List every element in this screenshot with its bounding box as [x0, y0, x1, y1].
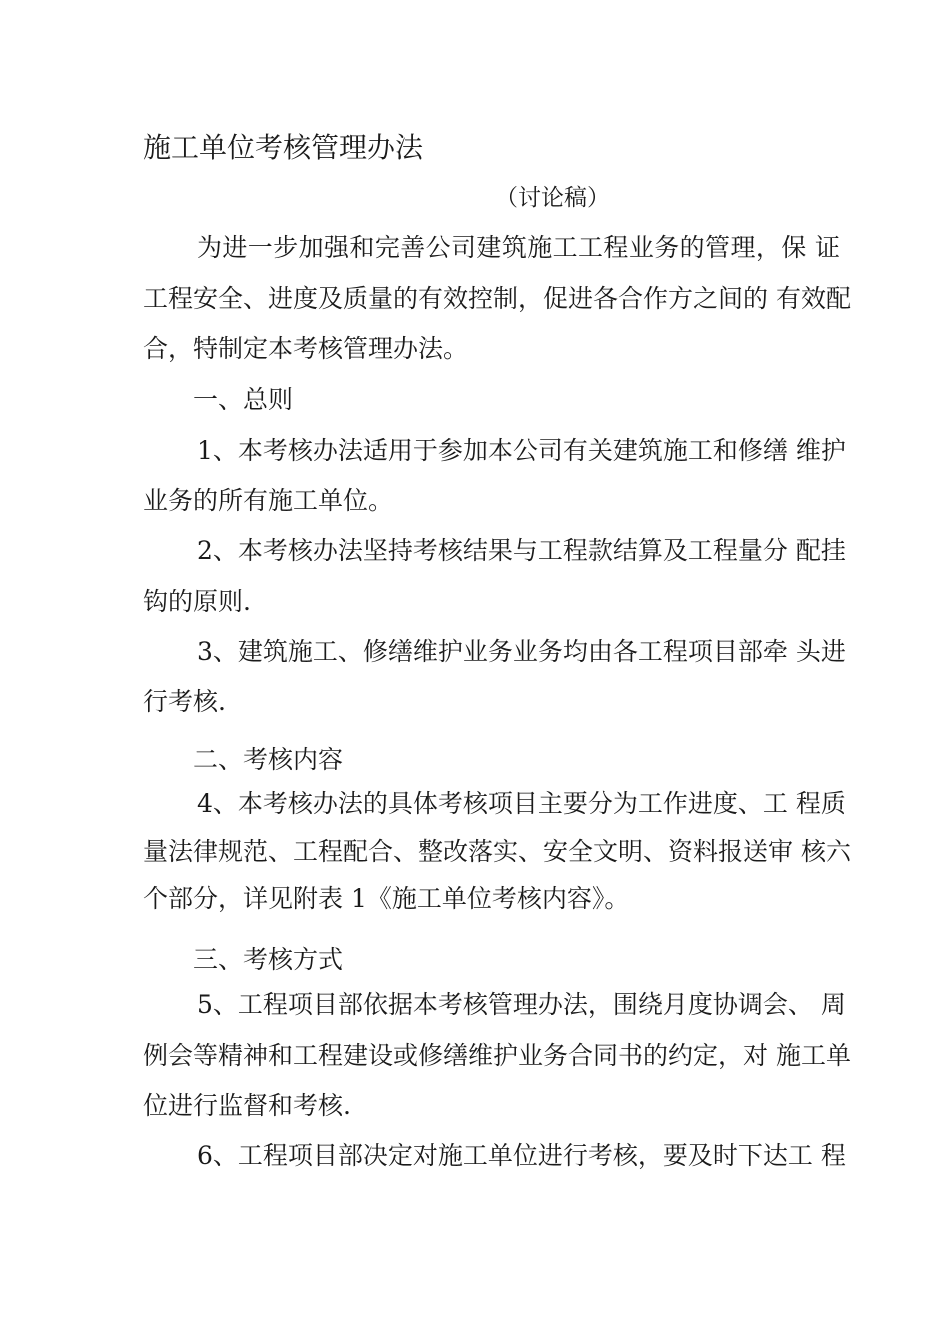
item-1-line-1: 1、本考核办法适用于参加本公司有关建筑施工和修缮 维护 — [197, 436, 846, 465]
item-2-line-1: 2、本考核办法坚持考核结果与工程款结算及工程量分 配挂 — [197, 536, 846, 565]
item-5-line-2: 例会等精神和工程建设或修缮维护业务合同书的约定，对 施工单 — [143, 1041, 851, 1070]
item-5-line-1: 5、工程项目部依据本考核管理办法，围绕月度协调会、 周 — [197, 990, 846, 1019]
item-2-line-2: 钩的原则. — [143, 587, 251, 616]
intro-line-3: 合，特制定本考核管理办法。 — [143, 334, 469, 363]
item-3-line-2: 行考核. — [143, 687, 226, 716]
intro-line-1: 为进一步加强和完善公司建筑施工工程业务的管理，保 证 — [197, 233, 840, 262]
item-3-line-1: 3、建筑施工、修缮维护业务业务均由各工程项目部牵 头进 — [197, 637, 846, 666]
item-4-line-1: 4、本考核办法的具体考核项目主要分为工作进度、工 程质 — [197, 789, 846, 818]
item-6-line-1: 6、工程项目部决定对施工单位进行考核，要及时下达工 程 — [197, 1141, 846, 1170]
section-heading-general: 一、总则 — [193, 385, 294, 414]
item-5-line-3: 位进行监督和考核. — [143, 1091, 351, 1120]
item-1-line-2: 业务的所有施工单位。 — [143, 486, 394, 515]
document-subtitle: （讨论稿） — [495, 185, 610, 211]
item-4-line-3: 个部分，详见附表 1《施工单位考核内容》。 — [143, 884, 630, 913]
document-title: 施工单位考核管理办法 — [143, 131, 424, 164]
intro-line-2: 工程安全、进度及质量的有效控制，促进各合作方之间的 有效配 — [143, 284, 851, 313]
section-heading-method: 三、考核方式 — [193, 945, 344, 974]
item-4-line-2: 量法律规范、工程配合、整改落实、安全文明、资料报送审 核六 — [143, 837, 851, 866]
section-heading-content: 二、考核内容 — [193, 745, 344, 774]
